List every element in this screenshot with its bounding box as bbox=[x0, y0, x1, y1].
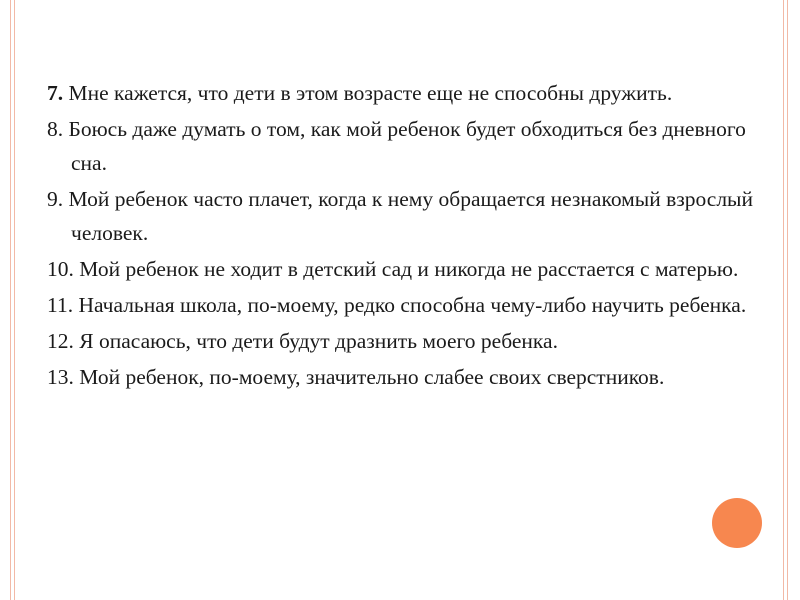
item-number: 7. bbox=[47, 81, 64, 105]
list-item-8 bbox=[47, 112, 767, 180]
item-number: 9. bbox=[47, 187, 64, 211]
item-text: Начальная школа, по-моему, редко способна чему-либо научить ребенка. bbox=[78, 293, 747, 317]
item-number: 11. bbox=[47, 293, 74, 317]
item-text: Я опасаюсь, что дети будут дразнить моего ребенка. bbox=[79, 329, 558, 353]
list-item-13 bbox=[47, 360, 767, 394]
right-border-line bbox=[783, 0, 784, 600]
item-number: 8. bbox=[47, 117, 64, 141]
item-text: Боюсь даже думать о том, как мой ребенок будет обходиться без дневного сна. bbox=[68, 117, 746, 175]
item-number: 12. bbox=[47, 329, 74, 353]
left-border-line-inner bbox=[14, 0, 15, 600]
list-item-10 bbox=[47, 252, 767, 286]
item-number: 13. bbox=[47, 365, 74, 389]
item-text: Мне кажется, что дети в этом возрасте еще не способны дружить. bbox=[68, 81, 673, 105]
item-text: Мой ребенок не ходит в детский сад и никогда не расстается с матерью. bbox=[79, 257, 739, 281]
list-item-9 bbox=[47, 182, 767, 250]
list-item-7 bbox=[47, 76, 767, 110]
item-text: Мой ребенок, по-моему, значительно слабее своих сверстников. bbox=[79, 365, 665, 389]
orange-circle-decoration bbox=[712, 498, 762, 548]
item-number: 10. bbox=[47, 257, 74, 281]
right-border-line-outer bbox=[787, 0, 788, 600]
questionnaire-list bbox=[47, 76, 767, 396]
left-border-line bbox=[10, 0, 11, 600]
list-item-11 bbox=[47, 288, 767, 322]
item-text: Мой ребенок часто плачет, когда к нему обращается незнакомый взрослый человек. bbox=[68, 187, 753, 245]
list-item-12 bbox=[47, 324, 767, 358]
